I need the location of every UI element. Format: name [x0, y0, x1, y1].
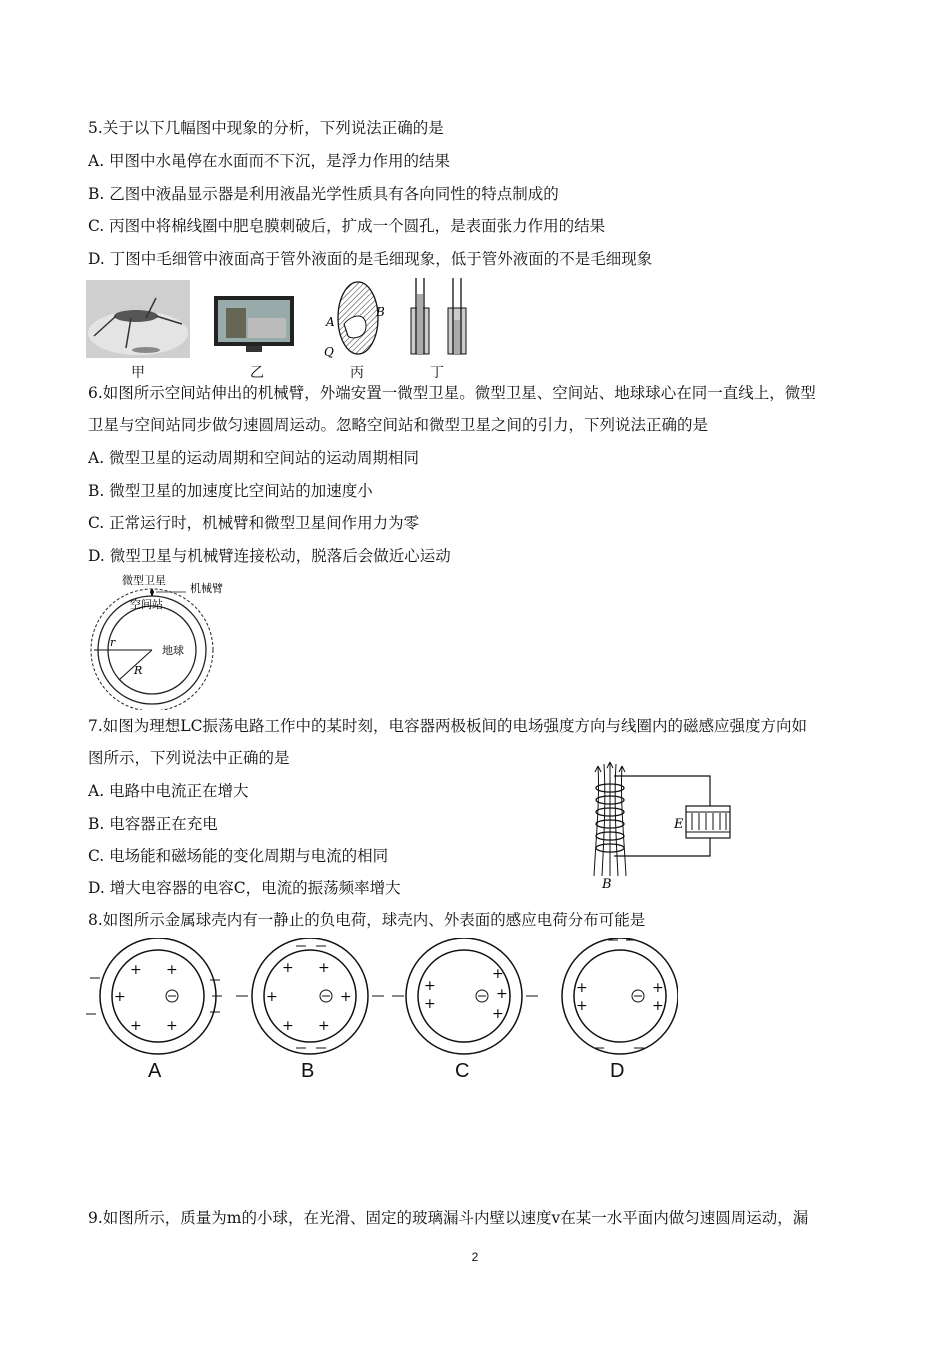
svg-text:+: + [266, 989, 278, 1005]
water-strider-photo [86, 280, 190, 358]
label-earth: 地球 [162, 644, 184, 657]
q6-option-d: D. 微型卫星与机械臂连接松动，脱落后会做近心运动 [88, 547, 451, 565]
q5-stem: 5.关于以下几幅图中现象的分析，下列说法正确的是 [88, 119, 444, 137]
lcd-monitor [214, 296, 294, 352]
svg-text:+: + [130, 962, 142, 978]
q7-lc-circuit [580, 758, 755, 893]
svg-text:+: + [114, 989, 126, 1005]
svg-text:+: + [282, 960, 294, 976]
label-Q: Q [324, 345, 334, 359]
q8-stem: 8.如图所示金属球壳内有一静止的负电荷，球壳内、外表面的感应电荷分布可能是 [88, 911, 646, 929]
svg-text:+: + [652, 998, 664, 1014]
svg-text:+: + [424, 978, 436, 994]
q7-option-c: C. 电场能和磁场能的变化周期与电流的相同 [88, 847, 389, 865]
svg-text:+: + [166, 962, 178, 978]
q7-stem-line2: 图所示，下列说法中正确的是 [88, 749, 290, 767]
svg-text:+: + [576, 980, 588, 996]
q7-option-a: A. 电路中电流正在增大 [88, 782, 249, 800]
caption-ding: 丁 [430, 365, 444, 381]
q8-shells-figure [86, 938, 678, 1084]
caption-bing: 丙 [350, 365, 364, 381]
q6-stem-line2: 卫星与空间站同步做匀速圆周运动。忽略空间站和微型卫星之间的引力，下列说法正确的是 [88, 416, 709, 434]
q7-option-b: B. 电容器正在充电 [88, 815, 218, 833]
svg-text:+: + [424, 996, 436, 1012]
q6-figure [86, 570, 236, 710]
q5-option-c: C. 丙图中将棉线圈中肥皂膜刺破后，扩成一个圆孔，是表面张力作用的结果 [88, 217, 606, 235]
choice-label-a: A [148, 1060, 162, 1082]
shell-d [562, 938, 678, 1054]
shell-a [86, 938, 222, 1054]
shell-c [392, 938, 538, 1054]
q6-stem-line1: 6.如图所示空间站伸出的机械臂，外端安置一微型卫星。微型卫星、空间站、地球球心在同一直线上，微型 [88, 384, 816, 402]
q9-stem: 9.如图所示，质量为m的小球，在光滑、固定的玻璃漏斗内壁以速度v在某一水平面内做匀速圆周运动，漏 [88, 1209, 809, 1227]
label-micro-satellite: 微型卫星 [122, 574, 166, 587]
q7-option-d: D. 增大电容器的电容C，电流的振荡频率增大 [88, 879, 401, 897]
label-A: A [326, 315, 335, 329]
label-B: B [376, 305, 385, 319]
label-space-station: 空间站 [130, 598, 163, 611]
choice-label-b: B [301, 1060, 315, 1082]
svg-text:+: + [166, 1018, 178, 1034]
choice-label-c: C [455, 1060, 470, 1082]
q5-option-a: A. 甲图中水黾停在水面而不下沉，是浮力作用的结果 [88, 152, 451, 170]
svg-text:+: + [492, 966, 504, 982]
q7-stem-line1: 7.如图为理想LC振荡电路工作中的某时刻，电容器两极板间的电场强度方向与线圈内的磁感应强度方向如 [88, 717, 807, 735]
label-R: R [134, 664, 143, 677]
label-B: B [602, 877, 612, 892]
q5-option-b: B. 乙图中液晶显示器是利用液晶光学性质具有各向同性的特点制成的 [88, 185, 559, 203]
soap-film-loop [324, 282, 385, 359]
svg-text:+: + [492, 1006, 504, 1022]
label-E: E [674, 817, 684, 832]
page-number: 2 [471, 1250, 479, 1264]
svg-text:+: + [576, 998, 588, 1014]
svg-text:+: + [340, 989, 352, 1005]
caption-yi: 乙 [250, 365, 264, 381]
svg-text:+: + [652, 980, 664, 996]
svg-text:+: + [318, 960, 330, 976]
caption-jia: 甲 [131, 365, 145, 381]
capillary-tubes [411, 278, 466, 354]
label-r: r [110, 636, 116, 649]
q5-figures [86, 278, 486, 360]
label-mechanical-arm: 机械臂 [190, 582, 223, 595]
svg-text:+: + [130, 1018, 142, 1034]
q5-option-d: D. 丁图中毛细管中液面高于管外液面的是毛细现象，低于管外液面的不是毛细现象 [88, 250, 653, 268]
q6-option-b: B. 微型卫星的加速度比空间站的加速度小 [88, 482, 373, 500]
svg-text:+: + [318, 1018, 330, 1034]
q6-option-a: A. 微型卫星的运动周期和空间站的运动周期相同 [88, 449, 420, 467]
choice-label-d: D [610, 1060, 625, 1082]
q6-option-c: C. 正常运行时，机械臂和微型卫星间作用力为零 [88, 514, 420, 532]
shell-b [236, 938, 384, 1054]
svg-text:+: + [496, 986, 508, 1002]
svg-text:+: + [282, 1018, 294, 1034]
